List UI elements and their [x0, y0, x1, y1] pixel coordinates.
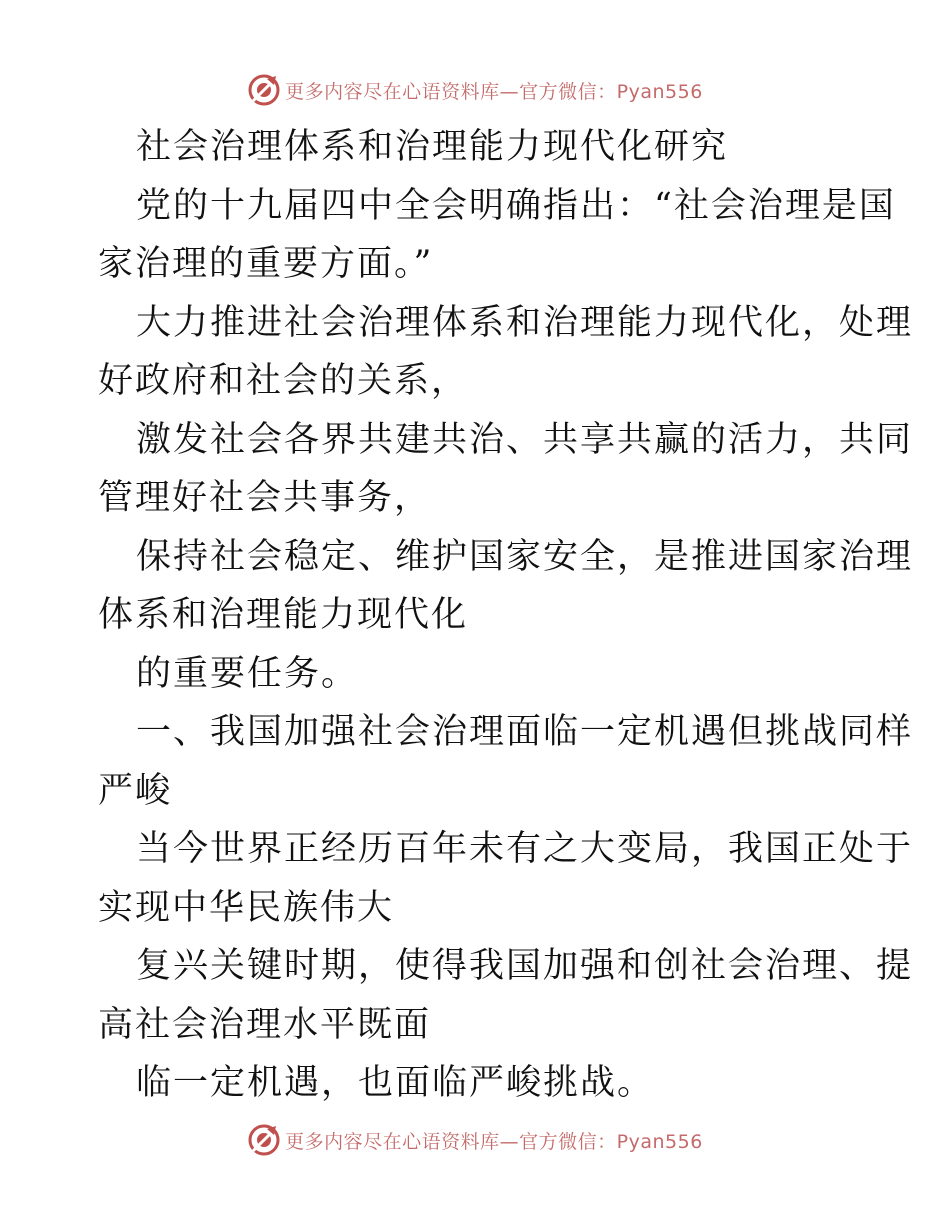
text-line: 家治理的重要方面。”: [98, 244, 434, 284]
text-line: 好政府和社会的关系，: [98, 361, 469, 401]
text-line: 体系和治理能力现代化: [98, 595, 469, 635]
text-line: 高社会治理水平既面: [98, 1004, 432, 1045]
text-line: 实现中华民族伟大: [98, 887, 395, 928]
text-line: 激发社会各界共建共治、共享共赢的活力，共同: [136, 419, 914, 460]
text-line: 党的十九届四中全会明确指出：“社会治理是国: [136, 185, 896, 226]
document-body: [98, 118, 914, 1113]
text-line: 的重要任务。: [136, 653, 359, 694]
footer-banner: [0, 1120, 950, 1160]
text-line: 保持社会稳定、维护国家安全，是推进国家治理: [136, 536, 914, 577]
footer-banner-text: 更多内容尽在心语资料库—官方微信：Pyan556: [285, 1130, 703, 1153]
text-line: 严峻: [98, 770, 173, 811]
text-line: 社会治理体系和治理能力现代化研究: [136, 127, 729, 167]
text-line: 管理好社会共事务，: [98, 478, 432, 518]
text-line: 一、我国加强社会治理面临一定机遇但挑战同样: [136, 712, 914, 752]
logo-icon: [247, 73, 281, 107]
text-line: 大力推进社会治理体系和治理能力现代化，处理: [136, 302, 914, 343]
header-banner: [0, 70, 950, 110]
text-line: 当今世界正经历百年未有之大变局，我国正处于: [136, 829, 914, 869]
logo-icon: [247, 1123, 281, 1157]
text-line: 临一定机遇，也面临严峻挑战。: [136, 1063, 655, 1103]
text-line: 复兴关键时期，使得我国加强和创社会治理、提: [136, 946, 914, 986]
header-banner-text: 更多内容尽在心语资料库—官方微信：Pyan556: [285, 80, 703, 103]
